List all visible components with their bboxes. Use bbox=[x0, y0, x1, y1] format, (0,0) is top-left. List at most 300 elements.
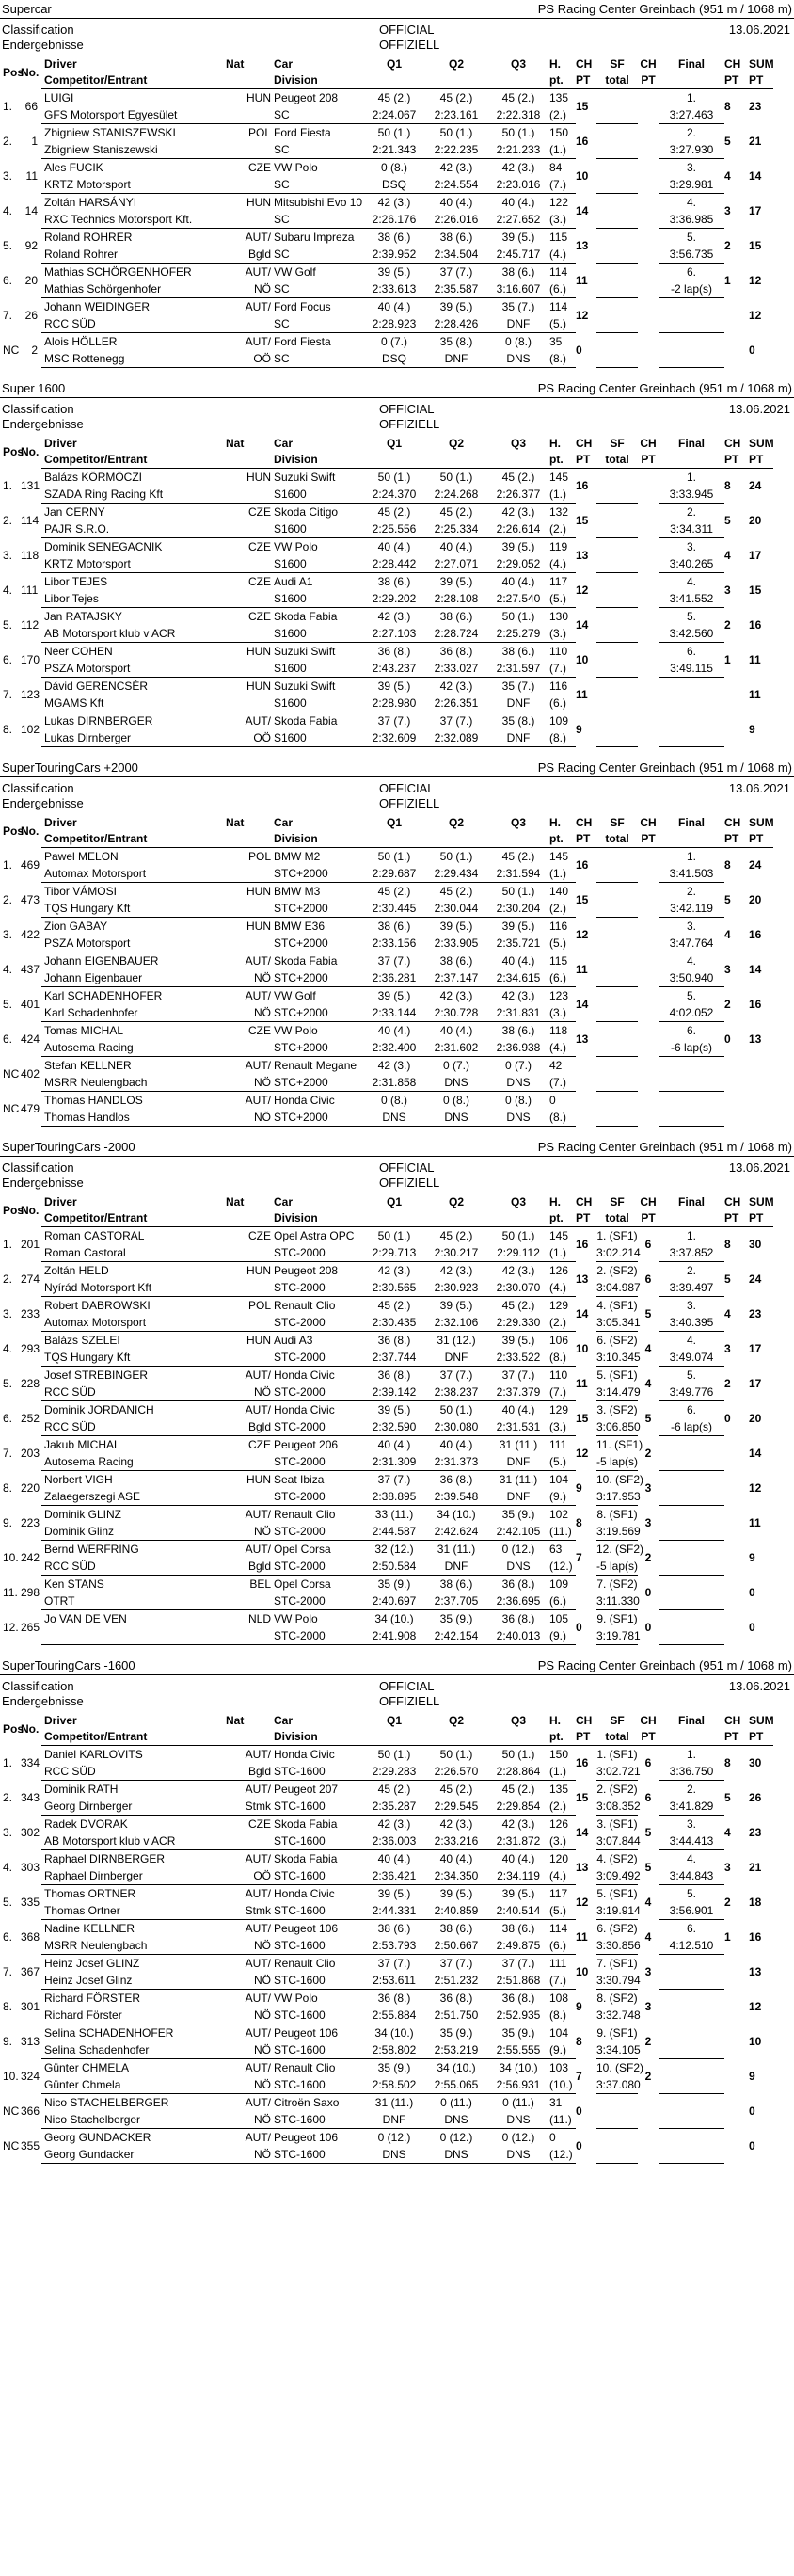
car-model: Honda Civic bbox=[274, 1094, 335, 1107]
position: 1. bbox=[3, 858, 13, 872]
nationality: AUT/ bbox=[245, 1748, 271, 1761]
car-number: 14 bbox=[24, 204, 38, 217]
q1-time: 2:39.952 bbox=[363, 246, 425, 264]
final-time bbox=[659, 2007, 724, 2024]
final-position: 3. bbox=[686, 161, 696, 174]
heat-total: 126 bbox=[549, 1264, 569, 1277]
competitor-name bbox=[41, 1627, 226, 1645]
q3-points: 38 (6.) bbox=[501, 1922, 535, 1935]
competitor-name: Georg Dirnberger bbox=[41, 1798, 226, 1816]
q1-time: 2:29.713 bbox=[363, 1244, 425, 1262]
driver-name: Nadine KELLNER bbox=[44, 1922, 135, 1935]
nationality: AUT/ bbox=[245, 1094, 271, 1107]
q2-time: DNF bbox=[425, 1558, 487, 1576]
final-time: 4:12.510 bbox=[659, 1937, 724, 1955]
q2-points: 34 (10.) bbox=[437, 2061, 476, 2074]
semifinal-result bbox=[596, 712, 638, 730]
q3-time: 2:26.377 bbox=[487, 486, 549, 504]
col-ch2-pt: PT bbox=[638, 831, 659, 848]
nationality: AUT/ bbox=[245, 265, 271, 279]
table-row bbox=[0, 1227, 794, 1245]
championship-points: 14 bbox=[576, 618, 589, 632]
results-table bbox=[0, 56, 794, 368]
car-model: Renault Megane bbox=[274, 1059, 357, 1072]
q2-time: DNS bbox=[425, 2146, 487, 2164]
q3-points: 50 (1.) bbox=[501, 885, 535, 898]
final-time bbox=[659, 350, 724, 368]
q1-time: 2:50.584 bbox=[363, 1558, 425, 1576]
competitor-name: Raphael Dirnberger bbox=[41, 1867, 226, 1885]
table-row bbox=[0, 987, 794, 1005]
driver-name: Thomas HANDLOS bbox=[44, 1094, 143, 1107]
nationality: POL bbox=[247, 1299, 271, 1312]
q1-time: DNS bbox=[363, 2146, 425, 2164]
q3-time: 2:23.016 bbox=[487, 176, 549, 194]
final-points bbox=[724, 1506, 749, 1541]
car-number: 335 bbox=[21, 1896, 40, 1909]
division: STC-2000 bbox=[271, 1244, 363, 1262]
position: 9. bbox=[3, 2035, 13, 2048]
q1-time: 2:40.697 bbox=[363, 1592, 425, 1610]
car-model: Skoda Fabia bbox=[274, 1817, 338, 1831]
heat-total: 135 bbox=[549, 91, 569, 104]
col-q1-blank bbox=[363, 831, 425, 848]
car-number: 242 bbox=[21, 1551, 40, 1564]
final-position: 6. bbox=[686, 1403, 696, 1416]
q1-points: 34 (10.) bbox=[374, 2026, 414, 2040]
q1-time: 2:36.281 bbox=[363, 969, 425, 987]
championship-points: 13 bbox=[576, 1032, 589, 1046]
heat-total: 0 bbox=[549, 1094, 556, 1107]
q1-time: 2:28.442 bbox=[363, 555, 425, 573]
q3-points: 39 (5.) bbox=[501, 1887, 535, 1900]
table-row bbox=[0, 504, 794, 521]
semifinal-time bbox=[596, 935, 638, 952]
q1-time: 2:53.793 bbox=[363, 1937, 425, 1955]
q1-points: 40 (4.) bbox=[377, 1438, 411, 1451]
final-position bbox=[659, 1436, 724, 1454]
car-number: 228 bbox=[21, 1377, 40, 1390]
semifinal-time: 3:11.330 bbox=[596, 1592, 638, 1610]
heat-rank: (2.) bbox=[549, 900, 576, 918]
col-sf: SF bbox=[610, 1195, 625, 1208]
venue-label: PS Racing Center Greinbach (951 m / 1068 m) bbox=[537, 381, 792, 395]
q2-time: 2:42.154 bbox=[425, 1627, 487, 1645]
q1-points: 38 (6.) bbox=[377, 575, 411, 588]
car-number: 368 bbox=[21, 1930, 40, 1944]
col-final-blank bbox=[659, 831, 724, 848]
semifinal-points bbox=[638, 229, 659, 264]
competitor-name: KRTZ Motorsport bbox=[41, 176, 226, 194]
q3-points: 42 (3.) bbox=[501, 505, 535, 519]
sum-points: 15 bbox=[749, 584, 762, 597]
final-time: 3:37.852 bbox=[659, 1244, 724, 1262]
final-time: 3:44.843 bbox=[659, 1867, 724, 1885]
q3-points: 0 (12.) bbox=[501, 1543, 535, 1556]
final-points bbox=[724, 1541, 749, 1576]
heat-total: 111 bbox=[549, 1957, 567, 1970]
final-time bbox=[659, 1627, 724, 1645]
table-row-second-line bbox=[0, 486, 794, 504]
col-ch3-pt: PT bbox=[724, 72, 749, 89]
sum-points: 23 bbox=[749, 1307, 762, 1320]
car-model: Peugeot 106 bbox=[274, 2026, 339, 2040]
q2-points: 45 (2.) bbox=[439, 885, 473, 898]
final-points bbox=[724, 1436, 749, 1471]
table-row bbox=[0, 124, 794, 142]
nationality: HUN bbox=[246, 471, 271, 484]
heat-total: 116 bbox=[549, 680, 568, 693]
final-points: 8 bbox=[724, 100, 731, 114]
semifinal-points bbox=[638, 918, 659, 952]
competitor-name: TQS Hungary Kft bbox=[41, 1349, 226, 1367]
car-number: 422 bbox=[21, 928, 40, 941]
position: 1. bbox=[3, 100, 13, 113]
car-model: Opel Corsa bbox=[274, 1577, 331, 1591]
q1-points: 39 (5.) bbox=[377, 1403, 411, 1416]
nationality: CZE bbox=[248, 1817, 271, 1831]
final-points bbox=[724, 333, 749, 368]
q2-points: 50 (1.) bbox=[439, 850, 473, 863]
nationality: CZE bbox=[248, 1024, 271, 1037]
car-model: Skoda Citigo bbox=[274, 505, 339, 519]
col-sum-pt: PT bbox=[749, 831, 773, 848]
final-points: 3 bbox=[724, 1342, 731, 1355]
semifinal-points bbox=[638, 1022, 659, 1057]
division: STC-2000 bbox=[271, 1349, 363, 1367]
competitor-name: RXC Technics Motorsport Kft. bbox=[41, 211, 226, 229]
q3-points: 0 (8.) bbox=[504, 1094, 532, 1107]
col-sf: SF bbox=[610, 437, 625, 450]
region: NÖ bbox=[226, 1004, 271, 1022]
q3-points: 38 (6.) bbox=[501, 265, 535, 279]
final-points bbox=[724, 1471, 749, 1506]
final-time bbox=[659, 2146, 724, 2164]
car-model: Skoda Fabia bbox=[274, 954, 338, 968]
col-division: Division bbox=[271, 831, 363, 848]
position: 6. bbox=[3, 274, 13, 287]
col-q2: Q2 bbox=[448, 1195, 464, 1208]
nationality: AUT/ bbox=[245, 2026, 271, 2040]
sum-points: 13 bbox=[749, 1965, 762, 1978]
car-number: 265 bbox=[21, 1621, 40, 1634]
driver-name: Pawel MELON bbox=[44, 850, 119, 863]
position: 5. bbox=[3, 239, 13, 252]
championship-points: 0 bbox=[576, 344, 582, 357]
col-ch: CH bbox=[576, 1195, 593, 1208]
date-label: 13.06.2021 bbox=[728, 402, 790, 416]
q2-points: 0 (12.) bbox=[439, 2131, 473, 2144]
semifinal-points bbox=[638, 1057, 659, 1092]
region: Stmk bbox=[226, 1902, 271, 1920]
final-time bbox=[659, 1109, 724, 1127]
q3-time: 2:36.938 bbox=[487, 1039, 549, 1057]
sum-points: 26 bbox=[749, 1791, 762, 1804]
final-position bbox=[659, 333, 724, 351]
championship-points: 15 bbox=[576, 893, 589, 906]
heat-total: 126 bbox=[549, 1817, 569, 1831]
competitor-name: Nyírád Motorsport Kft bbox=[41, 1279, 226, 1297]
table-subheader-row bbox=[0, 72, 794, 89]
q1-time: 2:29.283 bbox=[363, 1763, 425, 1781]
semifinal-time bbox=[596, 280, 638, 298]
col-q3-blank bbox=[487, 452, 549, 469]
competitor-name: MSRR Neulengbach bbox=[41, 1074, 226, 1092]
competitor-name: Autosema Racing bbox=[41, 1039, 226, 1057]
table-row-second-line bbox=[0, 2007, 794, 2024]
driver-name: Tomas MICHAL bbox=[44, 1024, 124, 1037]
q3-time: 2:42.105 bbox=[487, 1523, 549, 1541]
col-pt: pt. bbox=[549, 1210, 576, 1227]
section-gap bbox=[0, 747, 794, 759]
car-number: 111 bbox=[21, 584, 39, 597]
semifinal-time: 3:09.492 bbox=[596, 1867, 638, 1885]
position: 7. bbox=[3, 309, 13, 322]
heat-total: 109 bbox=[549, 714, 569, 728]
car-number: 114 bbox=[21, 514, 40, 527]
semifinal-points bbox=[638, 538, 659, 573]
final-points bbox=[724, 1610, 749, 1645]
q2-time: 2:53.219 bbox=[425, 2041, 487, 2059]
q2-points: 34 (10.) bbox=[437, 1508, 476, 1521]
endergebnisse-label: Endergebnisse bbox=[2, 1176, 84, 1190]
final-time: 3:56.735 bbox=[659, 246, 724, 264]
division: S1600 bbox=[271, 660, 363, 678]
final-position: 5. bbox=[686, 1368, 696, 1382]
heat-total: 108 bbox=[549, 1992, 569, 2005]
sum-points: 21 bbox=[749, 135, 762, 148]
position: 4. bbox=[3, 1861, 13, 1874]
final-time: 3:50.940 bbox=[659, 969, 724, 987]
q3-points: 35 (7.) bbox=[501, 300, 535, 313]
position: 10. bbox=[3, 2070, 19, 2083]
nationality: AUT/ bbox=[245, 2061, 271, 2074]
q3-points: 0 (7.) bbox=[504, 1059, 532, 1072]
q2-points: 36 (8.) bbox=[439, 1992, 473, 2005]
semifinal-result: 8. (SF1) bbox=[596, 1508, 638, 1521]
division: STC-1600 bbox=[271, 2076, 363, 2094]
final-time: -6 lap(s) bbox=[659, 1039, 724, 1057]
division: STC+2000 bbox=[271, 1109, 363, 1127]
driver-name: Neer COHEN bbox=[44, 645, 113, 658]
q2-time: 2:30.044 bbox=[425, 900, 487, 918]
offiziell-label: OFFIZIELL bbox=[379, 1176, 440, 1190]
col-sum-pt: PT bbox=[749, 72, 773, 89]
col-ch3: CH bbox=[724, 1195, 741, 1208]
q2-time: 2:27.071 bbox=[425, 555, 487, 573]
competitor-name: RCC SÜD bbox=[41, 1384, 226, 1401]
semifinal-points bbox=[638, 883, 659, 918]
date-label: 13.06.2021 bbox=[728, 781, 790, 795]
q1-points: 31 (11.) bbox=[374, 2096, 414, 2109]
heat-rank: (8.) bbox=[549, 1349, 576, 1367]
col-q3: Q3 bbox=[510, 1195, 526, 1208]
driver-name: Mathias SCHÖRGENHOFER bbox=[44, 265, 192, 279]
division: STC+2000 bbox=[271, 969, 363, 987]
q2-time: 2:32.089 bbox=[425, 729, 487, 747]
semifinal-time: 3:30.856 bbox=[596, 1937, 638, 1955]
division: STC-1600 bbox=[271, 2041, 363, 2059]
semifinal-result bbox=[596, 333, 638, 351]
heat-total: 120 bbox=[549, 1852, 569, 1865]
championship-points: 0 bbox=[576, 2139, 582, 2152]
results-table bbox=[0, 436, 794, 747]
competitor-name: Johann Eigenbauer bbox=[41, 969, 226, 987]
section-block bbox=[0, 1656, 794, 2175]
q3-points: 38 (6.) bbox=[501, 645, 535, 658]
q3-time: 2:27.652 bbox=[487, 211, 549, 229]
final-position: 3. bbox=[686, 540, 696, 553]
q2-points: 0 (7.) bbox=[442, 1059, 469, 1072]
q3-time: 2:51.868 bbox=[487, 1972, 549, 1990]
semifinal-result: 7. (SF1) bbox=[596, 1957, 638, 1970]
q3-points: 45 (2.) bbox=[501, 91, 535, 104]
semifinal-result: 1. (SF1) bbox=[596, 1229, 638, 1242]
q1-points: 39 (5.) bbox=[377, 1887, 411, 1900]
table-row bbox=[0, 1541, 794, 1559]
driver-name: Radek DVORAK bbox=[44, 1817, 128, 1831]
position: 2. bbox=[3, 893, 13, 906]
nationality: AUT/ bbox=[245, 1403, 271, 1416]
driver-name: Daniel KARLOVITS bbox=[44, 1748, 143, 1761]
table-subheader-row bbox=[0, 831, 794, 848]
heat-rank: (3.) bbox=[549, 211, 576, 229]
table-row bbox=[0, 1816, 794, 1833]
heat-total: 129 bbox=[549, 1299, 569, 1312]
final-position: 2. bbox=[686, 126, 696, 139]
division: STC-1600 bbox=[271, 1798, 363, 1816]
semifinal-result bbox=[596, 1022, 638, 1040]
semifinal-points bbox=[638, 124, 659, 159]
q1-points: 32 (12.) bbox=[374, 1543, 414, 1556]
table-row-second-line bbox=[0, 1314, 794, 1332]
col-car: Car bbox=[274, 57, 294, 71]
region bbox=[226, 900, 271, 918]
championship-points: 9 bbox=[576, 723, 582, 736]
final-points bbox=[724, 2024, 749, 2059]
q2-time: 2:23.161 bbox=[425, 106, 487, 124]
final-time: 3:56.901 bbox=[659, 1902, 724, 1920]
q1-time: DNS bbox=[363, 1109, 425, 1127]
competitor-name: Mathias Schörgenhofer bbox=[41, 280, 226, 298]
q3-points: 36 (8.) bbox=[501, 1992, 535, 2005]
col-no: No. bbox=[21, 444, 40, 458]
final-points bbox=[724, 1057, 749, 1092]
championship-points: 0 bbox=[576, 1621, 582, 1634]
semifinal-time: 3:04.987 bbox=[596, 1279, 638, 1297]
q2-time: 2:28.108 bbox=[425, 590, 487, 608]
col-q2-blank bbox=[425, 72, 487, 89]
semifinal-points bbox=[638, 159, 659, 194]
table-row-second-line bbox=[0, 660, 794, 678]
results-table bbox=[0, 815, 794, 1127]
position: 3. bbox=[3, 928, 13, 941]
final-time bbox=[659, 1972, 724, 1990]
col-sum: SUM bbox=[749, 437, 774, 450]
sum-points: 16 bbox=[749, 618, 762, 632]
semifinal-result bbox=[596, 89, 638, 107]
col-q2: Q2 bbox=[448, 816, 464, 829]
q1-points: 42 (3.) bbox=[377, 1817, 411, 1831]
driver-name: Roman CASTORAL bbox=[44, 1229, 145, 1242]
semifinal-result bbox=[596, 678, 638, 696]
q1-time: 2:58.802 bbox=[363, 2041, 425, 2059]
semifinal-points bbox=[638, 194, 659, 229]
q3-points: 36 (8.) bbox=[501, 1577, 535, 1591]
table-row-second-line bbox=[0, 900, 794, 918]
q3-points: 0 (11.) bbox=[502, 2096, 534, 2109]
division: STC+2000 bbox=[271, 900, 363, 918]
heat-total: 145 bbox=[549, 1229, 569, 1242]
region bbox=[226, 625, 271, 643]
q1-points: 42 (3.) bbox=[377, 1059, 411, 1072]
position: 3. bbox=[3, 549, 13, 562]
semifinal-points bbox=[638, 848, 659, 883]
table-row-second-line bbox=[0, 1592, 794, 1610]
sum-points: 12 bbox=[749, 309, 762, 322]
region: NÖ bbox=[226, 2007, 271, 2024]
table-row bbox=[0, 1781, 794, 1799]
championship-points: 13 bbox=[576, 1861, 589, 1874]
heat-rank: (4.) bbox=[549, 1039, 576, 1057]
final-time: 3:40.265 bbox=[659, 555, 724, 573]
semifinal-points: 4 bbox=[644, 1930, 652, 1944]
division: STC-1600 bbox=[271, 1763, 363, 1781]
nationality: AUT/ bbox=[245, 714, 271, 728]
nationality: HUN bbox=[246, 920, 271, 933]
q2-points: 42 (3.) bbox=[439, 1817, 473, 1831]
final-time: 3:34.311 bbox=[659, 520, 724, 538]
info-block bbox=[0, 1675, 794, 1713]
car-number: 220 bbox=[21, 1481, 40, 1495]
semifinal-result: 11. (SF1) bbox=[596, 1438, 643, 1451]
sum-points: 17 bbox=[749, 1377, 762, 1390]
semifinal-time: -5 lap(s) bbox=[596, 1558, 638, 1576]
semifinal-time: 3:02.721 bbox=[596, 1763, 638, 1781]
region bbox=[226, 1279, 271, 1297]
final-position: 3. bbox=[686, 920, 696, 933]
col-q2-blank bbox=[425, 1210, 487, 1227]
nationality: CZE bbox=[248, 1229, 271, 1242]
region bbox=[226, 1314, 271, 1332]
sum-points: 15 bbox=[749, 239, 762, 252]
heat-rank: (5.) bbox=[549, 315, 576, 333]
q3-time: 2:52.935 bbox=[487, 2007, 549, 2024]
region bbox=[226, 1488, 271, 1506]
nationality: AUT/ bbox=[245, 1508, 271, 1521]
semifinal-time: 3:02.214 bbox=[596, 1244, 638, 1262]
col-pos: Pos bbox=[3, 65, 24, 79]
endergebnisse-label: Endergebnisse bbox=[2, 38, 84, 52]
car-number: 223 bbox=[21, 1516, 40, 1529]
q1-points: 50 (1.) bbox=[377, 1229, 411, 1242]
position: 4. bbox=[3, 963, 13, 976]
q3-time: 2:29.330 bbox=[487, 1314, 549, 1332]
heat-rank: (3.) bbox=[549, 1832, 576, 1850]
championship-points: 15 bbox=[576, 100, 589, 114]
col-ch3: CH bbox=[724, 1714, 741, 1727]
sum-points: 11 bbox=[749, 688, 761, 701]
q2-time: 2:33.027 bbox=[425, 660, 487, 678]
q2-points: 45 (2.) bbox=[439, 505, 473, 519]
final-time: 3:29.981 bbox=[659, 176, 724, 194]
q2-points: 50 (1.) bbox=[439, 1403, 473, 1416]
col-q3: Q3 bbox=[510, 816, 526, 829]
driver-name: Ales FUCIK bbox=[44, 161, 103, 174]
division: SC bbox=[271, 350, 363, 368]
col-ch3: CH bbox=[724, 816, 741, 829]
table-row-second-line bbox=[0, 520, 794, 538]
